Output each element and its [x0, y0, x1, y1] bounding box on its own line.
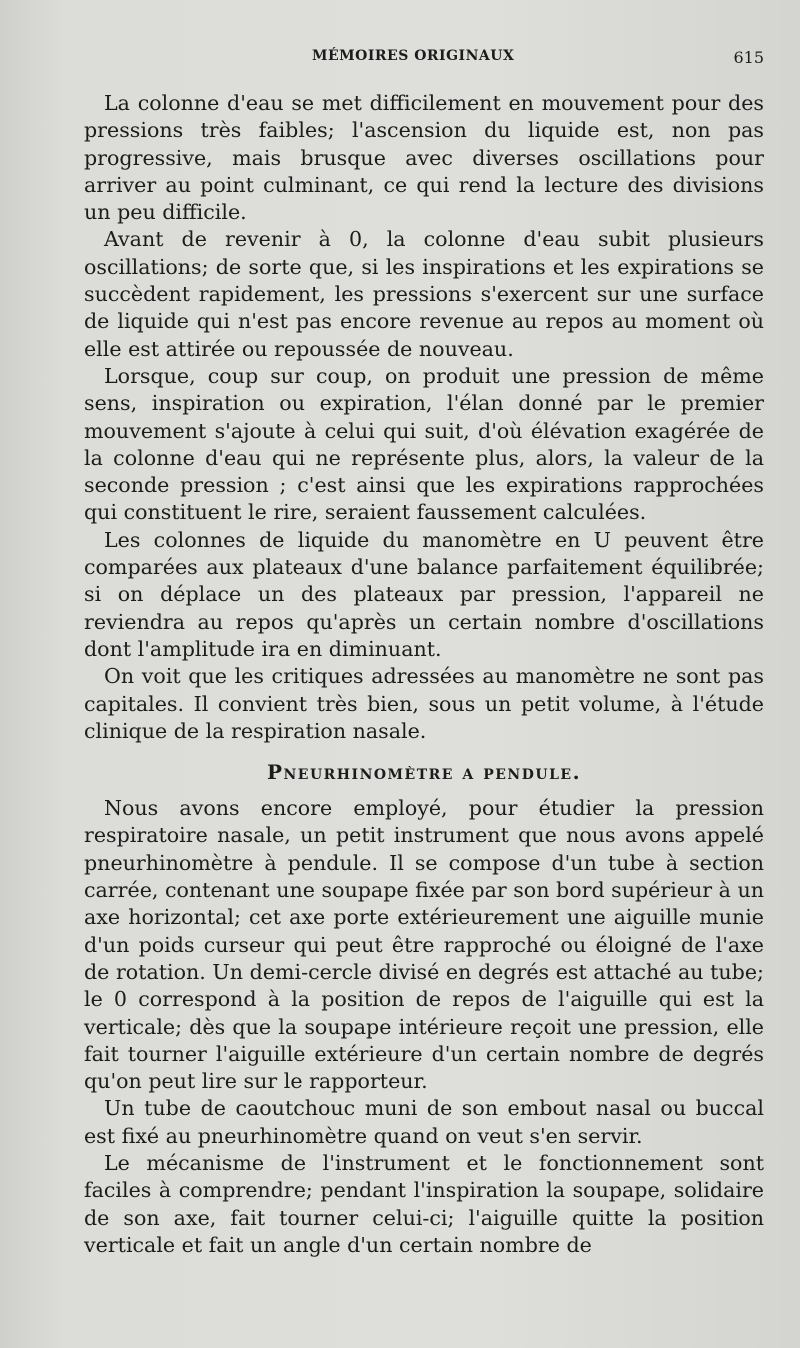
section-title: Pneurhinomètre a pendule. — [266, 760, 582, 785]
paragraph-liquid-movement: La colonne d'eau se met difficilement en mouvement pour des pressions très faibles; l'ascension du liquide est, non pas progressive, mais brusque avec diverses oscillations pour arriver au point culminant, ce qui rend la lecture des divisions un peu difficile. — [84, 91, 764, 225]
running-head: MÉMOIRES ORIGINAUX — [312, 48, 515, 64]
paragraph-oscillations: Avant de revenir à 0, la colonne d'eau subit plusieurs oscillations; de sorte que, si les inspirations et les expirations se succèdent rapidement, les pressions s'exercent sur une surface de liquide qui n'est pas encore revenue au repos au moment où elle est attirée ou repoussée de nouveau. — [84, 227, 764, 361]
paragraph-u-manometer: Les colonnes de liquide du manomètre en U peuvent être comparées aux plateaux d'une balance parfaitement équilibrée; si on déplace un des plateaux par pression, l'appareil ne reviendra au repos qu'après un certain nombre d'oscillations dont l'amplitude ira en diminuant. — [84, 527, 764, 661]
body-text — [84, 90, 764, 1259]
paragraph-pendulum-description: Nous avons encore employé, pour étudier la pression respiratoire nasale, un petit instrument que nous avons appelé pneurhinomètre à pendule. Il se compose d'un tube à section carrée, contenant une soupape fixée par son bord supérieur à un axe horizontal; cet axe porte extérieurement une aiguille munie d'un poids curseur qui peut être rapproché ou éloigné de l'axe de rotation. Un demi-cercle divisé en degrés est attaché au tube; le 0 correspond à la position de repos de l'aiguille qui est la verticale; dès que la soupape intérieure reçoit une pression, elle fait tourner l'aiguille extérieure d'un certain nombre de degrés qu'on peut lire sur le rapporteur. — [84, 796, 764, 1094]
paragraph-mechanism: Le mécanisme de l'instrument et le fonctionnement sont faciles à comprendre; pendant l'inspiration la soupape, solidaire de son axe, fait tourner celui-ci; l'aiguille quitte la position verticale et fait un angle d'un certain nombre de — [84, 1150, 764, 1257]
paragraph-rubber-tube: Un tube de caoutchouc muni de son embout nasal ou buccal est fixé au pneurhinomètre quand on veut s'en servir. — [84, 1096, 764, 1148]
page-header — [80, 48, 764, 72]
paragraph-critiques: On voit que les critiques adressées au manomètre ne sont pas capitales. Il convient très bien, sous un petit volume, à l'étude clinique de la respiration nasale. — [84, 664, 764, 743]
paragraph-same-direction: Lorsque, coup sur coup, on produit une pression de même sens, inspiration ou expiration, l'élan donné par le premier mouvement s'ajoute à celui qui suit, d'où élévation exagérée de la colonne d'eau qui ne représente plus, alors, la valeur de la seconde pression ; c'est ainsi que les expirations rapprochées qui constituent le rire, seraient faussement calculées. — [84, 363, 764, 525]
page-number: 615 — [733, 48, 764, 67]
